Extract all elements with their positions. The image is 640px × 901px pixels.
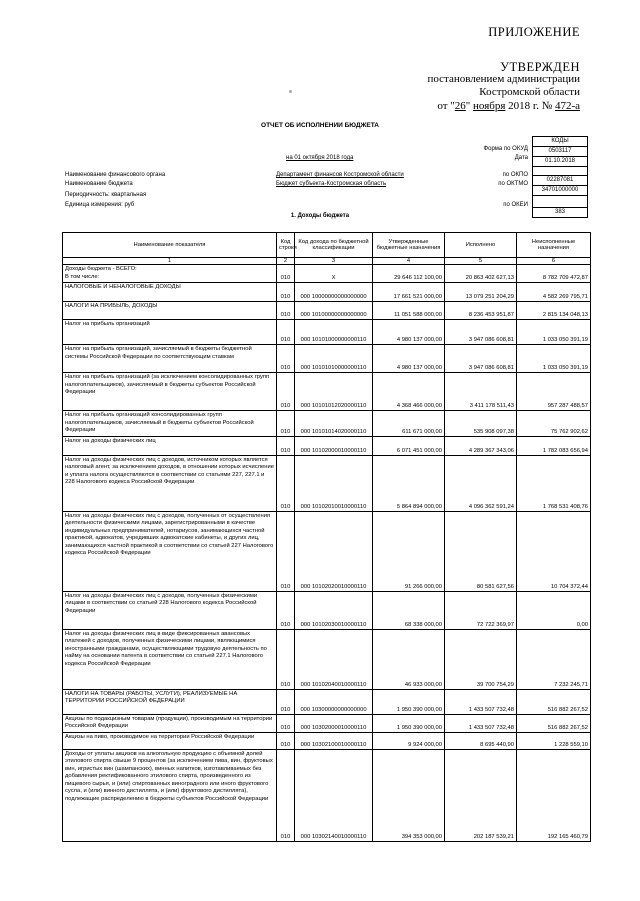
row-name: Налог на доходы физических лиц с доходов, полученных физическими лицами в соответствии со статьей 228 Налогового кодекса Российской Федерации [63, 591, 277, 629]
row-income-code: 000 10102040010000110 [295, 629, 373, 689]
row-line-code: 010 [277, 732, 295, 749]
table-header-row [63, 233, 591, 258]
row-income-code: 000 10101000000000110 [295, 320, 373, 345]
okud-label: Форма по ОКУД [483, 146, 528, 152]
table-row [63, 320, 591, 345]
okpo-label: по ОКПО [502, 172, 528, 178]
row-name: Налог на прибыль организаций, зачисляемый в бюджеты бюджетной системы Российской Федерации по соответствующим ставкам [63, 345, 277, 373]
approved-line-1: постановлением администрации [427, 73, 580, 85]
row-approved: 5 864 894 000,00 [373, 455, 445, 511]
section-title: 1. Доходы бюджета [290, 213, 350, 219]
row-income-code: 000 10100000000000000 [295, 302, 373, 320]
row-unexecuted: 516 882 267,52 [517, 714, 591, 732]
row-unexecuted: 1 768 531 408,76 [517, 455, 591, 511]
row-executed: 20 863 402 627,13 [445, 265, 517, 283]
column-number-row [63, 258, 591, 265]
col-number: 5 [445, 258, 517, 265]
row-income-code: 000 10000000000000000 [295, 283, 373, 302]
row-unexecuted: 0,00 [517, 591, 591, 629]
row-approved: 4 980 137 000,00 [373, 320, 445, 345]
header-income-code: Код дохода по бюджетной классификации [295, 233, 373, 258]
row-income-code: 000 10102030010000110 [295, 591, 373, 629]
okpo-value: 02287081 [533, 176, 587, 186]
col-number: 6 [517, 258, 591, 265]
row-approved: 46 933 000,00 [373, 629, 445, 689]
row-approved: 68 338 000,00 [373, 591, 445, 629]
col-number: 1 [63, 258, 277, 265]
report-title: ОТЧЕТ ОБ ИСПОЛНЕНИИ БЮДЖЕТА [261, 122, 379, 129]
row-name: Налог на доходы физических лиц в виде фиксированных авансовых платежей с доходов, полученных физическими лицами, являющимися иностранными гражданами, осуществляющими трудовую деятельность по найму на основании патента в соответствии со статьей 227.1 Налогового кодекса Российской Федерации [63, 629, 277, 689]
table-row [63, 302, 591, 320]
row-income-code: 000 10101012020000110 [295, 373, 373, 411]
row-approved: 4 368 466 000,00 [373, 373, 445, 411]
row-executed: 8 236 453 951,87 [445, 302, 517, 320]
row-executed: 3 411 178 511,43 [445, 373, 517, 411]
codes-box [532, 136, 588, 218]
row-executed: 535 908 097,38 [445, 411, 517, 437]
row-income-code: X [295, 265, 373, 283]
row-unexecuted: 1 228 559,10 [517, 732, 591, 749]
date-value: 01.10.2018 [533, 157, 587, 167]
row-executed: 72 722 369,97 [445, 591, 517, 629]
row-executed: 4 096 362 591,24 [445, 455, 517, 511]
row-line-code: 010 [277, 411, 295, 437]
approved-date-mid: " [465, 100, 474, 112]
approved-number: 472-а [554, 100, 580, 112]
row-unexecuted: 1 033 050 391,19 [517, 345, 591, 373]
table-row [63, 511, 591, 591]
revenue-table [62, 232, 591, 842]
appendix-label: ПРИЛОЖЕНИЕ [488, 25, 580, 39]
table-body [63, 265, 591, 842]
row-income-code: 000 10101014020000110 [295, 411, 373, 437]
approved-month: ноября [473, 100, 506, 112]
row-unexecuted: 957 287 488,57 [517, 373, 591, 411]
fin-org-label: Наименование финансового органа [65, 172, 166, 178]
row-line-code: 010 [277, 629, 295, 689]
row-approved: 4 980 137 000,00 [373, 345, 445, 373]
oktmo-value: 34701000000 [533, 186, 587, 196]
approved-year: 2018 г. № [505, 100, 555, 112]
approved-date-line [437, 100, 580, 112]
row-name: Доходы от уплаты акцизов на алкогольную продукцию с объемной долей этилового спирта свыше 9 процентов (за исключением пива, вин, фруктовых вин, игристых вин (шампанских), винных напитков, изготавливаемых без добавления ректификованного этилового спирта, произведенного из пищевого сырья, и (или) спиртованных виноградного или иного фруктового сусла, и (или) винного дистиллята, и (или) фруктового дистиллята), подлежащие распределению в бюджеты субъектов Российской Федерации [63, 749, 277, 841]
okei-value: 383 [554, 209, 565, 215]
row-unexecuted: 1 033 050 391,19 [517, 320, 591, 345]
budget-value: Бюджет субъекта-Костромская область [276, 181, 387, 187]
row-unexecuted: 8 782 709 472,87 [517, 265, 591, 283]
row-line-code: 010 [277, 689, 295, 714]
table-row [63, 455, 591, 511]
row-line-code: 010 [277, 591, 295, 629]
col-number: 2 [277, 258, 295, 265]
date-label: Дата [514, 155, 528, 161]
fin-org-value: Департамент финансов Костромской области [276, 172, 404, 178]
row-approved: 29 646 112 100,00 [373, 265, 445, 283]
row-income-code: 000 10101010000000110 [295, 345, 373, 373]
row-name: Налог на доходы физических лиц [63, 436, 277, 455]
row-unexecuted: 1 782 083 656,94 [517, 436, 591, 455]
row-unexecuted: 10 704 372,44 [517, 511, 591, 591]
row-income-code: 000 10102000010000110 [295, 436, 373, 455]
table-row [63, 689, 591, 714]
row-executed: 13 079 251 204,29 [445, 283, 517, 302]
row-line-code: 010 [277, 302, 295, 320]
row-executed: 202 187 539,21 [445, 749, 517, 841]
okud-value: 0503117 [533, 147, 587, 157]
row-approved: 611 671 000,00 [373, 411, 445, 437]
row-approved: 17 661 521 000,00 [373, 283, 445, 302]
row-name: Акцизы по подакцизным товарам (продукции), производимым на территории Российской Федерации [63, 714, 277, 732]
header-name: Наименование показателя [63, 233, 277, 258]
oktmo-label: по ОКТМО [498, 181, 528, 187]
row-line-code: 010 [277, 714, 295, 732]
row-line-code: 010 [277, 749, 295, 841]
row-name: Акцизы на пиво, производимое на территории Российской Федерации [63, 732, 277, 749]
row-name: НАЛОГОВЫЕ И НЕНАЛОГОВЫЕ ДОХОДЫ [63, 283, 277, 302]
row-unexecuted: 4 582 269 795,71 [517, 283, 591, 302]
row-line-code: 010 [277, 455, 295, 511]
scan-speck [289, 90, 292, 93]
row-name: Налог на прибыль организаций консолидированных групп налогоплательщиков, зачисляемый в бюджеты субъектов Российской Федерации [63, 411, 277, 437]
row-line-code: 010 [277, 320, 295, 345]
row-approved: 6 071 451 000,00 [373, 436, 445, 455]
row-income-code: 000 10302100010000110 [295, 732, 373, 749]
row-income-code: 000 10300000000000000 [295, 689, 373, 714]
row-name: Доходы бюджета - ВСЕГО: В том числе: [63, 265, 277, 283]
table-row [63, 714, 591, 732]
row-approved: 394 353 000,00 [373, 749, 445, 841]
okei-label: по ОКЕИ [503, 202, 528, 208]
row-executed: 4 289 367 343,06 [445, 436, 517, 455]
table-row [63, 411, 591, 437]
codes-spacer [533, 167, 587, 176]
row-name: НАЛОГИ НА ТОВАРЫ (РАБОТЫ, УСЛУГИ), РЕАЛИЗУЕМЫЕ НА ТЕРРИТОРИИ РОССИЙСКОЙ ФЕДЕРАЦИИ [63, 689, 277, 714]
row-line-code: 010 [277, 283, 295, 302]
row-executed: 8 695 440,90 [445, 732, 517, 749]
row-income-code: 000 10302140010000110 [295, 749, 373, 841]
row-unexecuted: 192 165 460,79 [517, 749, 591, 841]
approved-day: 26 [454, 100, 466, 112]
codes-spacer-2 [533, 196, 587, 208]
row-unexecuted: 2 815 134 048,13 [517, 302, 591, 320]
periodicity-label: Периодичность: квартальная [65, 192, 147, 198]
header-approved: Утвержденные бюджетные назначения [373, 233, 445, 258]
row-line-code: 010 [277, 373, 295, 411]
row-line-code: 010 [277, 511, 295, 591]
row-approved: 9 924 000,00 [373, 732, 445, 749]
row-line-code: 010 [277, 436, 295, 455]
report-date-line: на 01 октября 2018 года [286, 155, 354, 161]
row-approved: 11 051 588 000,00 [373, 302, 445, 320]
row-name: Налог на прибыль организаций [63, 320, 277, 345]
row-approved: 1 950 390 000,00 [373, 689, 445, 714]
row-name: Налог на доходы физических лиц с доходов, источником которых является налоговый агент, за исключением доходов, в отношении которых исчисление и уплата налога осуществляются в соответствии со статьями 227, 227.1 и 228 Налогового кодекса Российской Федерации [63, 455, 277, 511]
row-name: НАЛОГИ НА ПРИБЫЛЬ, ДОХОДЫ [63, 302, 277, 320]
row-unexecuted: 75 762 902,62 [517, 411, 591, 437]
table-row [63, 436, 591, 455]
table-row [63, 629, 591, 689]
col-number: 4 [373, 258, 445, 265]
header-executed: Исполнено [445, 233, 517, 258]
row-executed: 3 947 086 608,81 [445, 320, 517, 345]
approved-date-prefix: от " [437, 100, 455, 112]
header-unexecuted: Неисполненные назначения [517, 233, 591, 258]
row-line-code: 010 [277, 265, 295, 283]
table-row [63, 345, 591, 373]
row-executed: 39 700 754,29 [445, 629, 517, 689]
row-name: Налог на прибыль организаций (за исключением консолидированных групп налогоплательщиков), зачисляемый в бюджеты субъектов Российской Федерации [63, 373, 277, 411]
row-executed: 3 947 086 608,81 [445, 345, 517, 373]
table-row [63, 732, 591, 749]
row-income-code: 000 10102020010000110 [295, 511, 373, 591]
row-executed: 80 581 627,56 [445, 511, 517, 591]
codes-header: КОДЫ [533, 137, 587, 147]
approved-label: УТВЕРЖДЕН [500, 60, 580, 74]
row-unexecuted: 516 882 267,52 [517, 689, 591, 714]
header-line-code: Код строки [277, 233, 295, 258]
row-approved: 1 950 390 000,00 [373, 714, 445, 732]
table-row [63, 265, 591, 283]
approved-line-2: Костромской области [479, 86, 580, 98]
budget-label: Наименование бюджета [65, 181, 133, 187]
row-income-code: 000 10102010010000110 [295, 455, 373, 511]
row-executed: 1 433 507 732,48 [445, 689, 517, 714]
row-unexecuted: 7 232 245,71 [517, 629, 591, 689]
row-approved: 91 266 000,00 [373, 511, 445, 591]
unit-label: Единица измерения: руб [65, 202, 135, 208]
row-name: Налог на доходы физических лиц с доходов, полученных от осуществления деятельности физическими лицами, зарегистрированными в качестве индивидуальных предпринимателей, нотариусов, занимающихся частной практикой, адвокатов, учредивших адвокатские кабинеты, и других лиц, занимающихся частной практикой в соответствии со статьей 227 Налогового кодекса Российской Федерации [63, 511, 277, 591]
table-row [63, 283, 591, 302]
col-number: 3 [295, 258, 373, 265]
table-row [63, 591, 591, 629]
table-row [63, 749, 591, 841]
row-executed: 1 433 507 732,48 [445, 714, 517, 732]
row-income-code: 000 10302000010000110 [295, 714, 373, 732]
row-line-code: 010 [277, 345, 295, 373]
table-row [63, 373, 591, 411]
